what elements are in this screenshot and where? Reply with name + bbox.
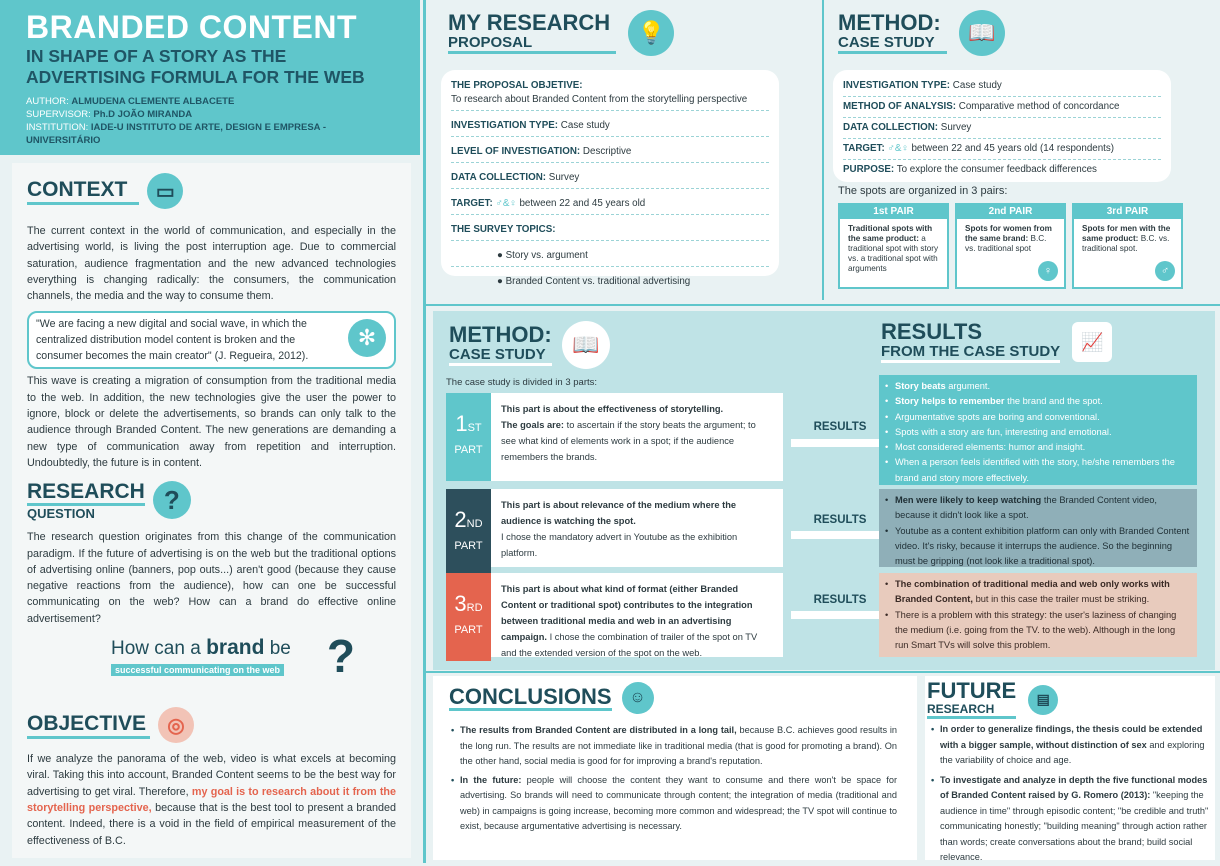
- topic-item: ● Story vs. argument: [451, 246, 769, 267]
- poster-subtitle: IN SHAPE OF A STORY AS THE ADVERTISING FORMULA FOR THE WEB: [26, 46, 365, 87]
- man-avatar-icon: ♂: [1155, 261, 1175, 281]
- context-heading: CONTEXT ▭: [27, 173, 396, 209]
- left-column: [12, 163, 411, 858]
- context-paragraph-2: This wave is creating a migration of consumption from the traditional media to the web. In addition, the new technologies give the user the power to ignore, block or delete the advertisements, so brands can only talk to the audience through Branded Content. The new generations are demanding a new type of communication away from repetition and interruption. Undoubtedly, the future is in content.: [27, 375, 396, 469]
- part-3-label: 3RD PART: [446, 573, 491, 661]
- proposal-panel: THE PROPOSAL OBJETIVE: To research about Branded Content from the storytelling perspective INVESTIGATION TYPE: Case study LEVEL OF INVESTIGATION: Descriptive DATA COLLECTION: Survey TARGET: ♂&♀ between 22 and 45 years old THE SURVEY TOPICS: ● Story vs. argument ● Branded Content vs. traditional advertising: [441, 70, 779, 276]
- book-icon: 📖: [959, 10, 1005, 56]
- institution: IADE-U INSTITUTO DE ARTE, DESIGN E EMPRESA - UNIVERSITÁRIO: [26, 122, 326, 146]
- supervisor: Ph.D JOÃO MIRANDA: [93, 109, 193, 120]
- person-icon: ♂&♀: [495, 198, 517, 209]
- person-icon: ♂&♀: [887, 143, 909, 154]
- book-icon: 📖: [562, 321, 610, 369]
- arrow-icon: [791, 611, 879, 619]
- divider: [426, 671, 1220, 673]
- question-icon: ?: [153, 481, 191, 519]
- arrow-icon: [791, 531, 879, 539]
- lightbulb-icon: 💡: [628, 10, 674, 56]
- clipboard-icon: ▤: [1028, 685, 1058, 715]
- results-part-3: • The combination of traditional media and web only works with Branded Content, but in this case the trailer must be striking. • There is a problem with this strategy: the user's laziness of changing the medium (i.e. going from the TV. to the web). Although in the long run Smart TVs will solve this problem.: [879, 573, 1197, 657]
- proposal-heading: MY RESEARCH PROPOSAL 💡: [448, 10, 674, 56]
- method-heading-top: METHOD: CASE STUDY 📖: [838, 10, 1005, 56]
- divider: [426, 304, 1220, 306]
- future-heading: FUTURE RESEARCH ▤: [927, 680, 1058, 719]
- target-icon: ◎: [158, 707, 194, 743]
- future-research-section: [925, 676, 1215, 860]
- pair-card: 3rd PAIR Spots for men with the same product: B.C. vs. traditional spot. ♂: [1072, 203, 1183, 289]
- results-heading: RESULTS FROM THE CASE STUDY 📈: [881, 321, 1112, 363]
- divider: [423, 0, 426, 863]
- woman-avatar-icon: ♀: [1038, 261, 1058, 281]
- network-icon: ✻: [348, 319, 386, 357]
- computer-icon: ▭: [147, 173, 183, 209]
- conclusions-section: [433, 676, 917, 860]
- research-question-text: The research question originates from this change of the communication paradigm. If the future of advertising is on the web but the traditional options of advertising online (banners, pop outs...) aren't good (because they cause negative reactions from the audience), how can one be successful communicating on the web? How can a brand do effective online advertisement?: [27, 531, 396, 625]
- research-heading: RESEARCH QUESTION ?: [27, 481, 396, 521]
- results-part-1: • Story beats argument. • Story helps to remember the brand and the spot. • Argumentative spots are boring and conventional. • Spots with a story are fun, interesting and emotional. • Most considered elements: humor and insight. • When a person feels identified with the story, he/she remembers the brand and story more effectively.: [879, 375, 1197, 485]
- results-part-2: • Men were likely to keep watching the Branded Content video, because it didn't look like a spot. • Youtube as a content exhibition platform can only with Branded Content video. It's risky, because it interrups the audience. So the beginning must be gripping (not look like a traditional spot).: [879, 489, 1197, 567]
- conclusion-item: • In the future: people will choose the content they want to consume and there won't be space for advertising. So brands will need to communicate through content; the integration of media (traditional and web) in campaigns is going increase, becoming more common and widespread; the TV spot will continue to exist, because argumentative advertising is necessary.: [451, 773, 897, 835]
- results-label: RESULTS: [813, 421, 867, 433]
- part-3-description: This part is about what kind of format (either Branded Content or traditional spot) contributes to the integration between traditional media and web in an advertising campaign. I chose the combination of trailer of the spot on TV and the extended version of the spot on the web.: [491, 573, 783, 657]
- case-study-section: METHOD: CASE STUDY 📖 The case study is divided in 3 parts: 1ST PART This part is about the effectiveness of storytelling. The goals are: to ascertain if the story beats the argument; to see what kind of elements work in a spot; if the audience remembers the brands. RESULTS 2ND PART This part is about relevance of the medium where the audience is watching the spot. I chose the mandatory advert in Youtube as the exhibition platform. RESULTS 3RD PART This part is about what kind of format (either Branded Content or traditional spot) contributes to the integration between traditional media and web in an advertising campaign. I chose the combination of trailer of the spot on TV and the extended version of the spot on the web. RESULTS RESULTS FROM THE CASE STUDY 📈 • Story beats argument. • Story helps to remember the brand and the spot. • Argumentative spots are boring and conventional. • Spots with a story are fun, interesting and emotional. • Most considered elements: humor and insight. • When a person feels identified with the story, he/she remembers the brand and story more effectively. • Men were likely to keep watching the Branded Content video, because it didn't look like a spot. • Youtube as a content exhibition platform can only with Branded Content video. It's risky, because it interrups the audience. So the beginning must be gripping (not look like a traditional spot). • The combination of traditional media and web only works with Branded Content, but in this case the trailer must be striking. • There is a problem with this strategy: the user's laziness of changing the medium (i.e. going from the TV. to the web). Although in the long run Smart TVs will solve this problem.: [433, 311, 1215, 670]
- future-item: • In order to generalize findings, the thesis could be extended with a bigger sample, without distinction of sex and exploring the variability of choice and age.: [931, 722, 1209, 769]
- objective-text: If we analyze the panorama of the web, video is what excels at becoming viral. Taking this into account, Branded Content seems to be the best way for advertising to get viral. Therefore, my goal is to research about it from the storytelling perspective, because that is the best tool to present a branded content. Indeed, there is a void in the field of empirical measurement of the effectiveness of B.C.: [27, 753, 397, 847]
- topic-item: ● Branded Content vs. traditional advertising: [497, 276, 691, 287]
- method-panel: INVESTIGATION TYPE: Case study METHOD OF ANALYSIS: Comparative method of concordance DATA COLLECTION: Survey TARGET: ♂&♀ between 22 and 45 years old (14 respondents) PURPOSE: To explore the consumer feedback differences: [833, 70, 1171, 182]
- part-1-label: 1ST PART: [446, 393, 491, 481]
- chart-icon: 📈: [1072, 322, 1112, 362]
- divider: [822, 0, 824, 300]
- author: ALMUDENA CLEMENTE ALBACETE: [71, 96, 235, 107]
- pair-card: 2nd PAIR Spots for women from the same brand: B.C. vs. traditional spot ♀: [955, 203, 1066, 289]
- credits: AUTHOR: ALMUDENA CLEMENTE ALBACETE SUPERVISOR: Ph.D JOÃO MIRANDA INSTITUTION: IADE-U INSTITUTO DE ARTE, DESIGN E EMPRESA - UNIVERSITÁRIO: [26, 96, 326, 146]
- context-quote: "We are facing a new digital and social wave, in which the centralized distribution model content is broken and the consumer becomes the main creator" (J. Regueira, 2012). ✻: [27, 311, 396, 369]
- head-icon: ☺: [622, 682, 654, 714]
- part-2-label: 2ND PART: [446, 489, 491, 577]
- poster-header: [0, 0, 420, 155]
- conclusion-item: • The results from Branded Content are distributed in a long tail, because B.C. achieves good results in the long run. The results are not immediate like in traditional media (that is good for promoting a brand). On the other hand, social media is good for for improving a brand's reputation.: [451, 723, 897, 770]
- pair-card: 1st PAIR Traditional spots with the same product: a traditional spot with story vs. a traditional spot with arguments: [838, 203, 949, 289]
- objective-heading: OBJECTIVE ◎: [27, 707, 396, 743]
- pairs: [838, 203, 1183, 289]
- results-label: RESULTS: [813, 594, 867, 606]
- conclusions-heading: CONCLUSIONS ☺: [449, 682, 654, 714]
- context-paragraph-1: The current context in the world of communication, and especially in the advertising world, is living the post interruption age. Due to commercial saturation, audience fragmentation and the new advanced technologies everything is changing radically: the consumers, the communication channels, the media and the way to consume them.: [27, 225, 396, 303]
- future-item: • To investigate and analyze in depth the five functional modes of Branded Content raised by G. Romero (2013): "keeping the audience in time" through episodic content; "be credible and truth" communicating honestly; "building meaning" through action rather than words; create conversations about the brand; build social relevance.: [931, 773, 1209, 866]
- part-2-description: This part is about relevance of the medium where the audience is watching the spot. I chose the mandatory advert in Youtube as the exhibition platform.: [491, 489, 783, 567]
- brand-banner: How can a brand be successful communicating on the web ?: [111, 630, 355, 683]
- poster-title: BRANDED CONTENT: [26, 9, 358, 45]
- question-mark-icon: ?: [326, 630, 355, 683]
- part-1-description: This part is about the effectiveness of storytelling. The goals are: to ascertain if the story beats the argument; to see what kind of elements work in a spot; if the audience remembers the brands.: [491, 393, 783, 481]
- pairs-intro: The spots are organized in 3 pairs:: [838, 185, 1008, 197]
- arrow-icon: [791, 439, 879, 447]
- method-heading-mid: METHOD: CASE STUDY 📖: [449, 321, 610, 369]
- results-label: RESULTS: [813, 514, 867, 526]
